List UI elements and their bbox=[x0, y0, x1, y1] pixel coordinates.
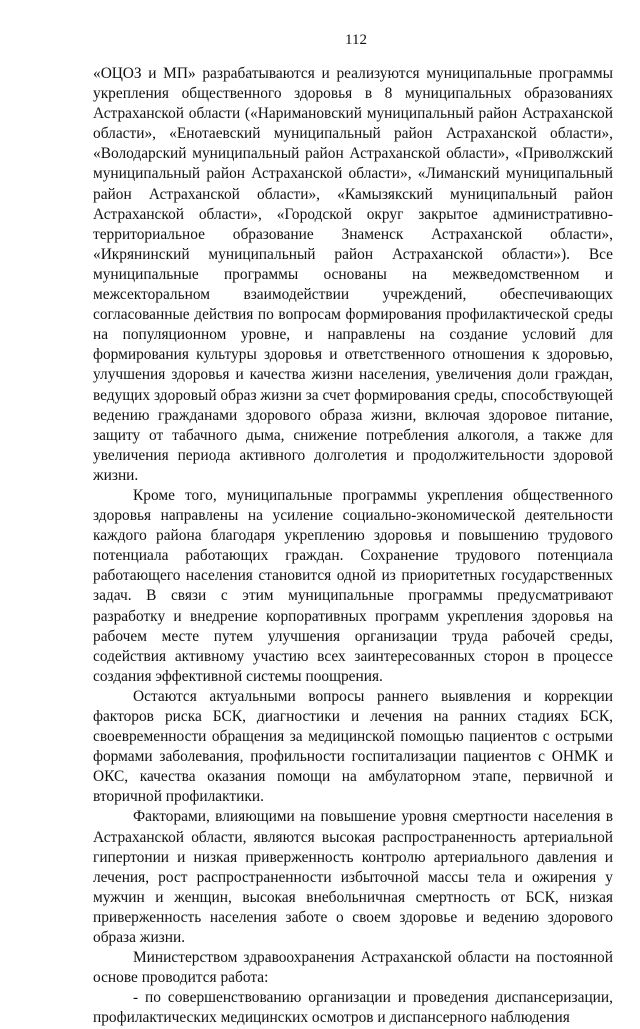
paragraph-labor-potential: Кроме того, муниципальные программы укрепления общественного здоровья направлены на усиление социально-экономической деятельности каждого района благодаря укреплению здоровья и повышению трудового потенциала работающих граждан. Сохранение трудового потенциала работающего населения становится одной из приоритетных государственных задач. В связи с этим муниципальные программы предусматривают разработку и внедрение корпоративных программ укрепления здоровья на рабочем месте путем улучшения организации труда рабочей среды, содействия активному участию всех заинтересованных сторон в процессе создания эффективной системы поощрения. bbox=[93, 486, 613, 685]
paragraph-dispensary-item: - по совершенствованию организации и проведения диспансеризации, профилактических медицинских осмотров и диспансерного наблюдения bbox=[93, 989, 613, 1027]
paragraph-ministry-work: Министерством здравоохранения Астраханской области на постоянной основе проводится работа: bbox=[93, 949, 613, 987]
page-number: 112 bbox=[345, 32, 367, 48]
paragraph-mortality-factors: Факторами, влияющими на повышение уровня смертности населения в Астраханской области, являются высокая распространенность артериальной гипертонии и низкая приверженность контролю артериального давления и лечения, рост распространенности избыточной массы тела и ожирения у мужчин и женщин, высокая внебольничная смертность от БСК, низкая приверженность населения заботе о своем здоровье и ведению здорового образа жизни. bbox=[93, 808, 613, 947]
paragraph-risk-factors: Остаются актуальными вопросы раннего выявления и коррекции факторов риска БСК, диагностики и лечения на ранних стадиях БСК, своевременности обращения за медицинской помощью пациентов с острыми формами заболевания, профильности госпитализации пациентов с ОНМК и ОКС, качества оказания помощи на амбулаторном этапе, первичной и вторичной профилактики. bbox=[93, 687, 613, 806]
document-page bbox=[93, 30, 613, 1029]
paragraph-municipal-programs: «ОЦОЗ и МП» разрабатываются и реализуются муниципальные программы укрепления общественного здоровья в 8 муниципальных образованиях Астраханской области («Наримановский муниципальный район Астраханской области», «Енотаевский муниципальный район Астраханской области», «Володарский муниципальный район Астраханской области», «Приволжский муниципальный район Астраханской области», «Лиманский муниципальный район Астраханской области», «Камызякский муниципальный район Астраханской области», «Городской округ закрытое административно-территориальное образование Знаменск Астраханской области», «Икрянинский муниципальный район Астраханской области»). Все муниципальные программы основаны на межведомственном и межсекторальном взаимодействии учреждений, обеспечивающих согласованные действия по вопросам формирования профилактической среды на популяционном уровне, и направлены на создание условий для формирования культуры здоровья и ответственного отношения к здоровью, улучшения здоровья и качества жизни населения, увеличения доли граждан, ведущих здоровый образ жизни за счет формирования среды, способствующей ведению гражданами здорового образа жизни, включая здоровое питание, защиту от табачного дыма, снижение потребления алкоголя, а также для увеличения периода активного долголетия и продолжительности здоровой жизни. bbox=[93, 65, 613, 484]
